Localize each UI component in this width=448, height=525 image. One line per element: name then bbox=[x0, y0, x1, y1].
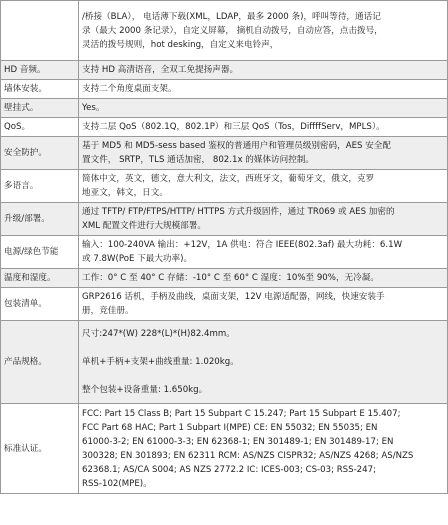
row-value bbox=[79, 137, 448, 170]
value-line: 或 7.8W(PoE 下最大功率)。 bbox=[82, 254, 193, 264]
value-line: 62368.1; AS/CA S004; AS NZS 2772.2 IC: ICES-003; CS-03; RSS-247; bbox=[82, 464, 376, 475]
value-line: 通过 TFTP/ FTP/FTPS/HTTP/ HTTPS 方式升级固件，通过 TR069 或 AES 加密的 bbox=[82, 207, 395, 217]
row-label bbox=[1, 1, 79, 61]
value-line: 地亚文，韩文，日文。 bbox=[82, 188, 168, 198]
value-line: 支持二层 QoS（802.1Q，802.1P）和三层 QoS（Tos，DiffffServ，MPLS）。 bbox=[82, 122, 385, 132]
table-row bbox=[1, 404, 448, 494]
table-row bbox=[1, 269, 448, 288]
row-label: QoS。 bbox=[1, 118, 79, 137]
row-label: 安全防护。 bbox=[1, 137, 79, 170]
row-label: 壁挂式。 bbox=[1, 99, 79, 118]
table-row bbox=[1, 236, 448, 269]
row-value bbox=[79, 1, 448, 61]
table-row bbox=[1, 99, 448, 118]
value-line: 单机+手柄+支架+曲线重量: 1.020kg。 bbox=[82, 357, 239, 367]
value-line: 工作：0° C 至 40° C 存储：-10° C 至 60° C 湿度：10%至 90%，无冷凝。 bbox=[82, 273, 379, 283]
row-label: 温度和湿度。 bbox=[1, 269, 79, 288]
table-row bbox=[1, 118, 448, 137]
value-line: 灵活的拨号规则，hot desking，自定义来电铃声， bbox=[82, 39, 279, 50]
row-value bbox=[79, 203, 448, 236]
value-line: 61000-3-2; EN 61000-3-3; EN 62368-1; EN 301489-1; EN 301489-17; EN bbox=[82, 436, 394, 447]
table-row bbox=[1, 80, 448, 99]
value-line: 整个包装+设备重量: 1.650kg。 bbox=[82, 385, 208, 395]
row-value bbox=[79, 321, 448, 404]
row-label: HD 音频。 bbox=[1, 61, 79, 80]
value-line: RSS-102(MPE)。 bbox=[82, 478, 152, 489]
row-value bbox=[79, 99, 448, 118]
table-row bbox=[1, 203, 448, 236]
row-value bbox=[79, 288, 448, 321]
row-label: 产品规格。 bbox=[1, 321, 79, 404]
value-line: 基于 MD5 和 MD5-sess based 鉴权的普通用户和管理员级别密码，AES 安全配 bbox=[82, 141, 391, 151]
table-row bbox=[1, 61, 448, 80]
value-line: 置文件， SRTP，TLS 通话加密， 802.1x 的媒体访问控制。 bbox=[82, 155, 315, 165]
value-line: 300328; EN 301893; EN 62311 RCM: AS/NZS CISPR32; AS/NZS 4268; AS/NZS bbox=[82, 450, 414, 461]
row-value bbox=[79, 404, 448, 494]
row-label: 墙体安装。 bbox=[1, 80, 79, 99]
value-line: FCC: Part 15 Class B; Part 15 Subpart C 15.247; Part 15 Subpart E 15.407; bbox=[82, 408, 401, 419]
row-value bbox=[79, 118, 448, 137]
table-row bbox=[1, 288, 448, 321]
value-line: GRP2616 话机，手柄及曲线，桌面支架，12V 电源适配器，网线，快速安装手 bbox=[82, 292, 385, 302]
table-row bbox=[1, 137, 448, 170]
row-label: 标准认证。 bbox=[1, 404, 79, 494]
value-line: 录（最大 2000 条记录），自定义屏幕， 摘机自动拨号，自动应答，点击拨号， bbox=[82, 25, 383, 36]
value-line: Yes。 bbox=[82, 103, 105, 113]
value-line: FCC Part 68 HAC; Part 1 Subpart I(MPE) CE: EN 55032; EN 55035; EN bbox=[82, 422, 378, 433]
value-line: 册，竞佳册。 bbox=[82, 306, 134, 316]
value-line: 输入：100-240VA 输出：+12V，1A 供电：符合 IEEE(802.3af) 最大功耗：6.1W bbox=[82, 240, 403, 250]
row-label: 电源/绿色节能 bbox=[1, 236, 79, 269]
row-value bbox=[79, 170, 448, 203]
table-row bbox=[1, 170, 448, 203]
value-line: 简体中文，英文，德文，意大利文，法文，西班牙文，葡萄牙文，俄文，克罗 bbox=[82, 174, 375, 184]
value-line: 支持二个角度桌面支架。 bbox=[82, 84, 177, 94]
row-value bbox=[79, 269, 448, 288]
row-label: 升级/部署。 bbox=[1, 203, 79, 236]
row-label: 包装清单。 bbox=[1, 288, 79, 321]
value-line: /桥接（BLA）， 电话薄下载(XML，LDAP，最多 2000 条)，呼叫等待，通话记 bbox=[82, 11, 381, 22]
value-line: 尺寸:247*(W) 228*(L)*(H)82.4mm。 bbox=[82, 329, 235, 339]
row-value bbox=[79, 61, 448, 80]
row-label: 多语言。 bbox=[1, 170, 79, 203]
value-line: XML 配置文件进行大规模部署。 bbox=[82, 221, 206, 231]
row-value bbox=[79, 236, 448, 269]
value-line: 支持 HD 高清语音，全双工免提扬声器。 bbox=[82, 65, 239, 75]
table-row bbox=[1, 1, 448, 61]
row-value bbox=[79, 80, 448, 99]
table-row bbox=[1, 321, 448, 404]
